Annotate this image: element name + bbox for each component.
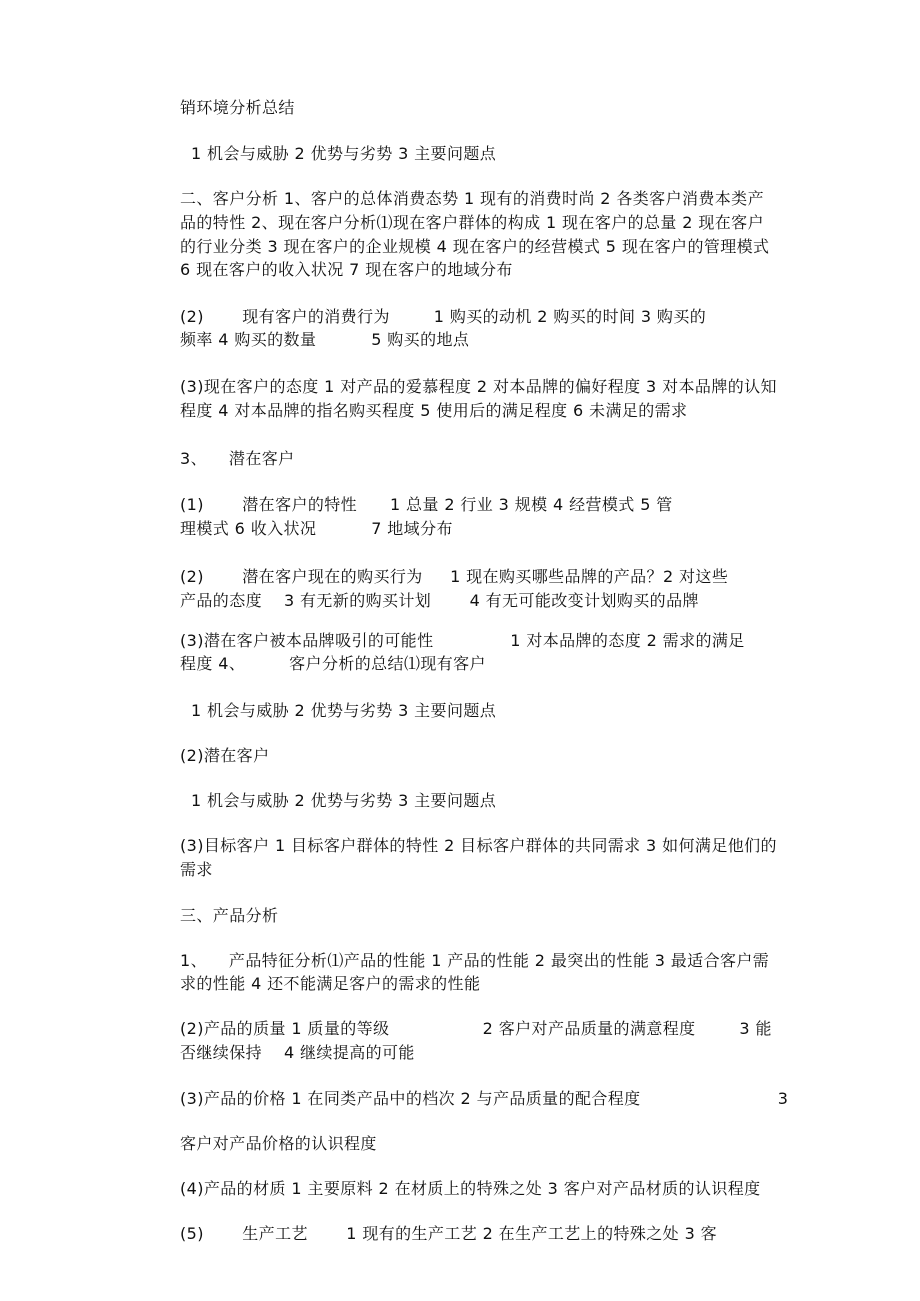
text-line: 需求 — [180, 860, 213, 879]
text-line: 销环境分析总结 — [180, 98, 295, 117]
text-line: 频率 4 购买的数量 5 购买的地点 — [180, 330, 470, 349]
text-line: 求的性能 4 还不能满足客户的需求的性能 — [180, 974, 481, 993]
text-line: (2)潜在客户 — [180, 746, 270, 765]
text-line: 三、产品分析 — [180, 906, 279, 925]
text-line: 二、客户分析 1、客户的总体消费态势 1 现有的消费时尚 2 各类客户消费本类产 — [180, 189, 764, 208]
text-line: 产品的态度 3 有无新的购买计划 4 有无可能改变计划购买的品牌 — [180, 591, 699, 610]
text-line: (3)潜在客户被本品牌吸引的可能性 1 对本品牌的态度 2 需求的满足 — [180, 631, 745, 650]
text-line: 程度 4、 客户分析的总结⑴现有客户 — [180, 654, 486, 673]
text-line: 3、 潜在客户 — [180, 449, 295, 468]
text-line: (4)产品的材质 1 主要原料 2 在材质上的特殊之处 3 客户对产品材质的认识程度 — [180, 1179, 761, 1198]
text-line: (2) 潜在客户现在的购买行为 1 现在购买哪些品牌的产品？2 对这些 — [180, 567, 729, 586]
text-line: (1) 潜在客户的特性 1 总量 2 行业 3 规模 4 经营模式 5 管 — [180, 495, 673, 514]
text-line: 程度 4 对本品牌的指名购买程度 5 使用后的满足程度 6 未满足的需求 — [180, 401, 688, 420]
text-line: (3)目标客户 1 目标客户群体的特性 2 目标客户群体的共同需求 3 如何满足他们的 — [180, 836, 777, 855]
text-line: 否继续保持 4 继续提高的可能 — [180, 1043, 415, 1062]
text-line: 品的特性 2、现在客户分析⑴现在客户群体的构成 1 现在客户的总量 2 现在客户 — [180, 213, 764, 232]
text-line: (3)现在客户的态度 1 对产品的爱慕程度 2 对本品牌的偏好程度 3 对本品牌的认知 — [180, 377, 777, 396]
text-line: 1 机会与威胁 2 优势与劣势 3 主要问题点 — [180, 791, 497, 810]
text-line: 的行业分类 3 现在客户的企业规模 4 现在客户的经营模式 5 现在客户的管理模式 — [180, 237, 770, 256]
text-line: (3)产品的价格 1 在同类产品中的档次 2 与产品质量的配合程度 3 — [180, 1089, 789, 1108]
text-line: 1、 产品特征分析⑴产品的性能 1 产品的性能 2 最突出的性能 3 最适合客户需 — [180, 951, 770, 970]
text-line: 客户对产品价格的认识程度 — [180, 1134, 377, 1153]
text-line: 6 现在客户的收入状况 7 现在客户的地域分布 — [180, 260, 513, 279]
text-line: (2) 现有客户的消费行为 1 购买的动机 2 购买的时间 3 购买的 — [180, 307, 707, 326]
text-line: 1 机会与威胁 2 优势与劣势 3 主要问题点 — [180, 701, 497, 720]
text-line: (2)产品的质量 1 质量的等级 2 客户对产品质量的满意程度 3 能 — [180, 1019, 772, 1038]
text-line: 1 机会与威胁 2 优势与劣势 3 主要问题点 — [180, 144, 497, 163]
text-line: 理模式 6 收入状况 7 地域分布 — [180, 519, 453, 538]
text-line: (5) 生产工艺 1 现有的生产工艺 2 在生产工艺上的特殊之处 3 客 — [180, 1224, 718, 1243]
